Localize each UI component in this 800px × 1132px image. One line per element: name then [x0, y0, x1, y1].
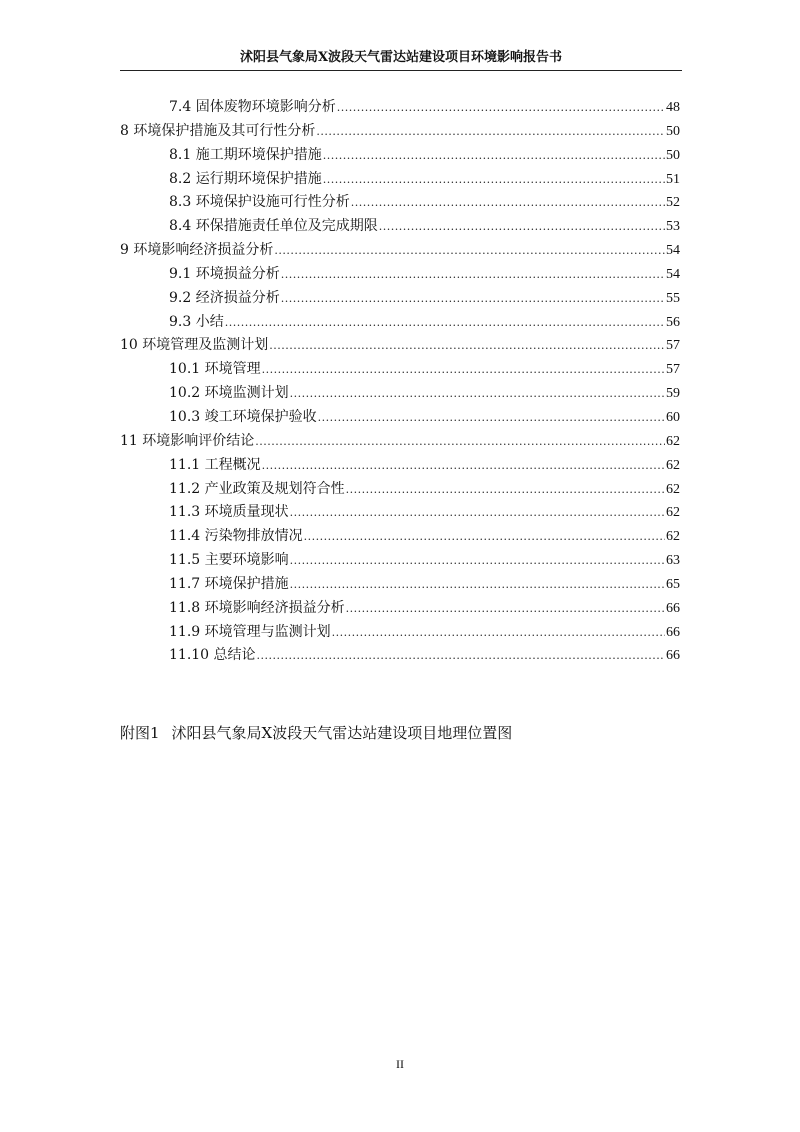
toc-dot-leader	[318, 406, 665, 430]
toc-entry-page: 60	[666, 409, 680, 425]
toc-entry[interactable]	[120, 644, 680, 668]
toc-entry-title: 11.9 环境管理与监测计划	[169, 623, 331, 640]
toc-entry-page: 62	[666, 529, 680, 545]
toc-entry-title: 11.1 工程概况	[169, 456, 261, 473]
toc-dot-leader	[262, 358, 665, 382]
toc-entry-title: 8.1 施工期环境保护措施	[169, 146, 322, 163]
toc-dot-leader	[304, 525, 665, 549]
header-divider	[120, 70, 682, 71]
toc-entry-title: 9.2 经济损益分析	[169, 289, 280, 306]
toc-entry-page: 66	[666, 600, 680, 616]
toc-dot-leader	[257, 644, 665, 668]
toc-entry-title: 11.10 总结论	[169, 647, 256, 664]
toc-entry[interactable]	[120, 215, 680, 239]
toc-entry-page: 48	[666, 100, 680, 115]
toc-entry-page: 66	[666, 624, 680, 640]
toc-entry[interactable]	[120, 478, 680, 502]
toc-entry[interactable]	[120, 573, 680, 597]
toc-entry[interactable]	[120, 144, 680, 168]
toc-entry-title: 8.4 环保措施责任单位及完成期限	[169, 218, 378, 235]
toc-entry-title: 8 环境保护措施及其可行性分析	[120, 122, 316, 139]
toc-entry[interactable]	[120, 120, 680, 144]
toc-dot-leader	[281, 287, 665, 311]
toc-entry[interactable]	[120, 191, 680, 215]
toc-entry[interactable]	[120, 597, 680, 621]
toc-entry-title: 8.3 环境保护设施可行性分析	[169, 194, 350, 211]
toc-dot-leader	[274, 239, 665, 263]
toc-entry-page: 62	[666, 457, 680, 473]
toc-entry-page: 59	[666, 386, 680, 402]
toc-dot-leader	[323, 168, 665, 192]
toc-entry-page: 53	[666, 219, 680, 235]
toc-entry-page: 50	[666, 147, 680, 163]
toc-entry[interactable]	[120, 501, 680, 525]
toc-entry-title: 9.3 小结	[169, 313, 224, 330]
toc-entry-title: 11.8 环境影响经济损益分析	[169, 599, 345, 616]
toc-entry-page: 57	[666, 362, 680, 378]
appendix-title: 沭阳县气象局X波段天气雷达站建设项目地理位置图	[171, 724, 513, 742]
page-header: 沭阳县气象局X波段天气雷达站建设项目环境影响报告书	[239, 50, 563, 65]
toc-entry[interactable]	[120, 334, 680, 358]
toc-dot-leader	[225, 311, 665, 335]
toc-entry[interactable]	[120, 621, 680, 645]
toc-entry-page: 57	[666, 338, 680, 354]
toc-entry-page: 63	[666, 553, 680, 569]
toc-entry-title: 9.1 环境损益分析	[169, 265, 280, 282]
toc-entry[interactable]	[120, 239, 680, 263]
toc-dot-leader	[351, 191, 665, 215]
toc-entry-page: 62	[666, 505, 680, 521]
toc-entry-page: 52	[666, 195, 680, 211]
toc-entry[interactable]	[120, 263, 680, 287]
toc-entry-title: 10.1 环境管理	[169, 361, 261, 378]
toc-entry-title: 10.3 竣工环境保护验收	[169, 408, 317, 425]
toc-entry-title: 11.2 产业政策及规划符合性	[169, 480, 345, 497]
toc-dot-leader	[290, 573, 665, 597]
toc-dot-leader	[255, 430, 665, 454]
toc-dot-leader	[290, 549, 665, 573]
toc-entry-title: 11.4 污染物排放情况	[169, 528, 303, 545]
toc-dot-leader	[323, 144, 665, 168]
toc-entry-title: 11.7 环境保护措施	[169, 575, 289, 592]
toc-entry-title: 10.2 环境监测计划	[169, 385, 289, 402]
toc-entry-title: 8.2 运行期环境保护措施	[169, 170, 322, 187]
toc-dot-leader	[346, 478, 665, 502]
toc-entry-page: 55	[666, 290, 680, 306]
toc-dot-leader	[346, 597, 665, 621]
toc-entry-title: 11.3 环境质量现状	[169, 504, 289, 521]
toc-entry-page: 66	[666, 648, 680, 664]
toc-entry[interactable]	[120, 525, 680, 549]
toc-entry[interactable]	[120, 382, 680, 406]
toc-entry[interactable]	[120, 168, 680, 192]
toc-dot-leader	[269, 334, 665, 358]
toc-entry[interactable]	[120, 358, 680, 382]
toc-entry[interactable]	[120, 311, 680, 335]
toc-dot-leader	[262, 454, 665, 478]
toc-entry[interactable]	[120, 454, 680, 478]
toc-entry[interactable]	[120, 549, 680, 573]
toc-entry-page: 65	[666, 576, 680, 592]
toc-entry[interactable]	[120, 430, 680, 454]
toc-entry[interactable]	[120, 96, 680, 120]
toc-entry-page: 54	[666, 243, 680, 259]
toc-entry-page: 51	[666, 171, 680, 187]
toc-entry-title: 10 环境管理及监测计划	[120, 337, 269, 354]
toc-dot-leader	[337, 96, 665, 120]
toc-entry-page: 56	[666, 314, 680, 330]
toc-entry-page: 62	[666, 481, 680, 497]
toc-entry-page: 54	[666, 266, 680, 282]
toc-entry-title: 7.4 固体废物环境影响分析	[169, 99, 336, 115]
toc-entry-page: 62	[666, 433, 680, 449]
page-number: II	[396, 1057, 404, 1071]
toc-entry-title: 11 环境影响评价结论	[120, 432, 255, 449]
appendix-label: 附图1	[120, 724, 160, 742]
toc-entry-page: 50	[666, 123, 680, 139]
toc-dot-leader	[316, 120, 665, 144]
toc-dot-leader	[290, 382, 665, 406]
toc-entry[interactable]	[120, 406, 680, 430]
appendix-figure-entry	[120, 722, 512, 744]
toc-entry[interactable]	[120, 287, 680, 311]
toc-entry-title: 9 环境影响经济损益分析	[120, 242, 274, 259]
table-of-contents	[120, 96, 680, 668]
toc-dot-leader	[379, 215, 665, 239]
toc-dot-leader	[281, 263, 665, 287]
toc-dot-leader	[290, 501, 665, 525]
toc-entry-title: 11.5 主要环境影响	[169, 552, 289, 569]
toc-dot-leader	[332, 621, 665, 645]
